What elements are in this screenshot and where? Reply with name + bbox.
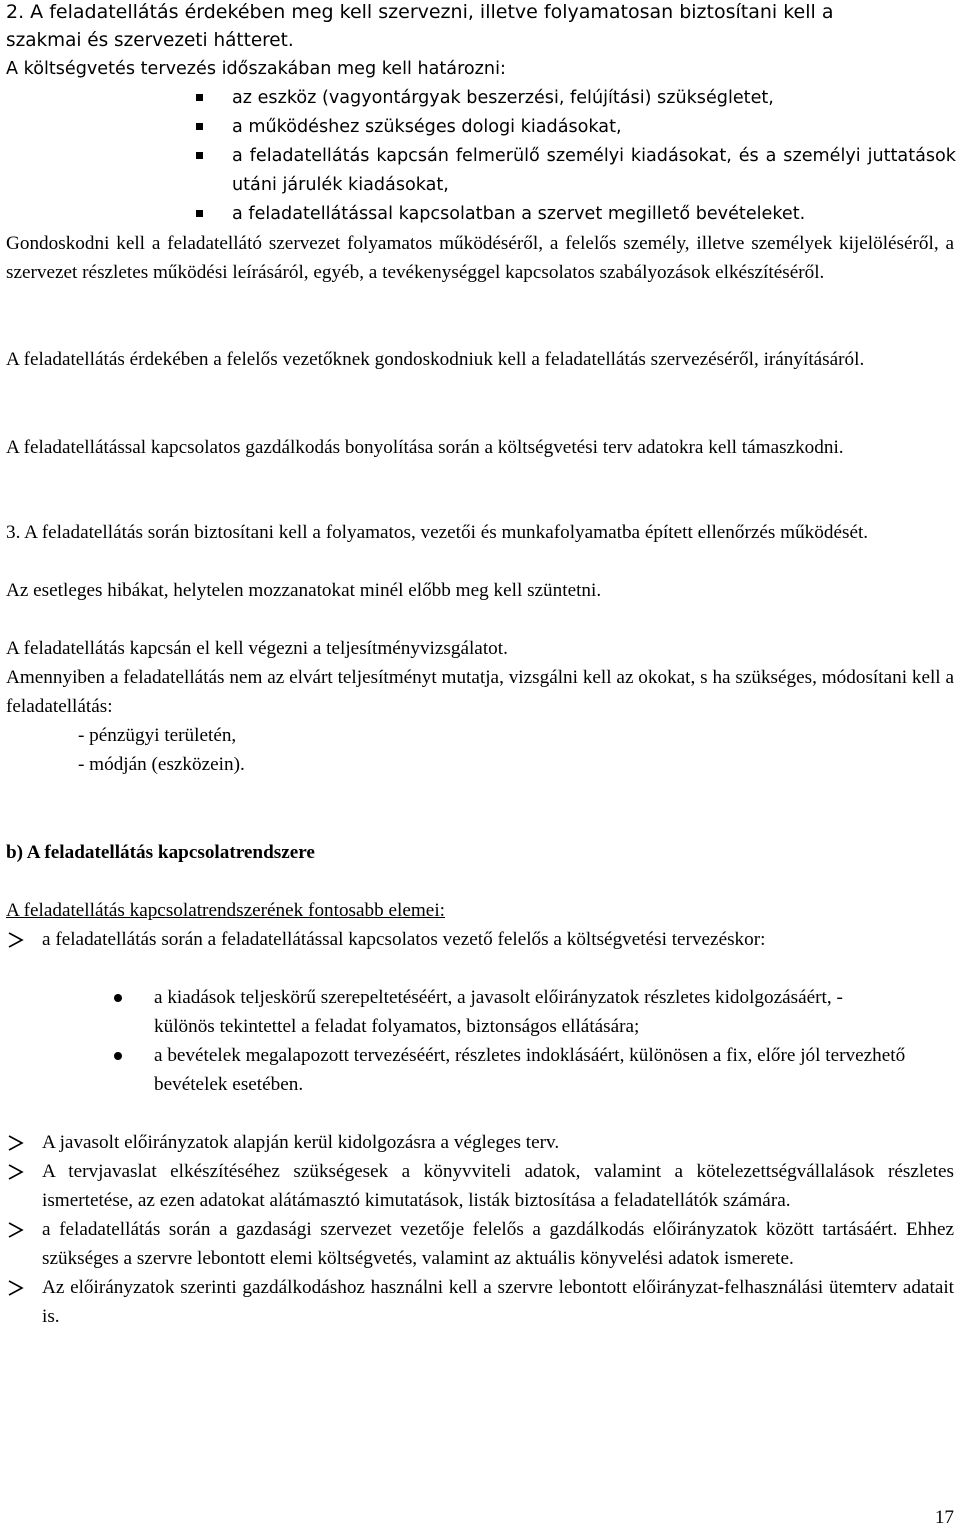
sublist-item-text: a kiadások teljeskörű szerepeltetéséért, a javasolt előirányzatok részletes kidolgozásáért, - különös tekintettel a feladat folyamatos, biztonságos ellátására; xyxy=(154,987,843,1037)
list-item xyxy=(6,1273,954,1331)
section3-paragraph-1: 3. A feladatellátás során biztosítani kell a folyamatos, vezetői és munkafolyamatba épített ellenőrzés működését. xyxy=(6,522,869,543)
arrowhead-bullet-icon xyxy=(6,1220,26,1240)
list-item xyxy=(196,200,956,229)
section2-line2: szakmai és szervezeti hátteret. xyxy=(6,30,294,51)
round-bullet-icon xyxy=(114,994,122,1002)
arrowhead-bullet-icon xyxy=(6,1162,26,1182)
list-item-text: A javasolt előirányzatok alapján kerül kidolgozásra a végleges terv. xyxy=(42,1132,560,1153)
list-item-text: a működéshez szükséges dologi kiadásokat, xyxy=(232,117,622,137)
list-item xyxy=(196,142,956,200)
square-bullet-icon xyxy=(196,152,203,159)
square-bullet-icon xyxy=(196,210,203,217)
list-item-text: a feladatellátás során a gazdasági szervezet vezetője felelős a gazdálkodás előirányzatok között tartásáért. Ehhez szükséges a szervre lebontott elemi költségvetés, valamint az aktuális könyvelési adatok ismerete. xyxy=(42,1219,954,1269)
section3-paragraph-3: A feladatellátás kapcsán el kell végezni a teljesítményvizsgálatot. xyxy=(6,638,508,659)
list-item-text: A tervjavaslat elkészítéséhez szükségesek a könyvviteli adatok, valamint a kötelezettségvállalások részletes ismertetése, az ezen adatokat alátámasztó kimutatások, listák biztosítása a feladatellátók számára. xyxy=(42,1161,954,1211)
section-b-subheading xyxy=(6,896,954,925)
dash-item-financial: - pénzügyi területén, xyxy=(78,725,237,746)
responsibility-sublist xyxy=(110,983,910,1099)
round-bullet-icon xyxy=(114,1052,122,1060)
requirements-list xyxy=(196,84,956,229)
square-bullet-icon xyxy=(196,94,203,101)
section2-paragraph-1: Gondoskodni kell a feladatellátó szervezet folyamatos működéséről, a felelős személy, illetve személyek kijelöléséről, a szervezet részletes működési leírásáról, egyéb, a tevékenységgel kapcsolatos szabályozások elkészítéséről. xyxy=(6,233,954,283)
sublist-item xyxy=(110,983,889,1041)
section-b-subheading-text: A feladatellátás kapcsolatrendszerének fontosabb elemei: xyxy=(6,900,445,921)
section2-first-line xyxy=(6,0,954,27)
section2-paragraph-3: A feladatellátással kapcsolatos gazdálkodás bonyolítása során a költségvetési terv adatokra kell támaszkodni. xyxy=(6,437,844,458)
list-item xyxy=(6,1157,954,1215)
list-item xyxy=(6,1128,954,1157)
arrowhead-bullet-icon xyxy=(6,930,26,950)
sublist-item xyxy=(110,1041,910,1099)
section2-second-line xyxy=(6,26,954,55)
arrowhead-bullet-icon xyxy=(6,1278,26,1298)
section3-paragraph-2: Az esetleges hibákat, helytelen mozzanatokat minél előbb meg kell szüntetni. xyxy=(6,580,602,601)
list-item xyxy=(6,1215,954,1273)
section2-intro-text: A költségvetés tervezés időszakában meg kell határozni: xyxy=(6,59,506,79)
relations-list-continued xyxy=(6,1128,954,1331)
list-item-text: a feladatellátással kapcsolatban a szervet megillető bevételeket. xyxy=(232,204,806,224)
page-number: 17 xyxy=(934,1507,954,1528)
section2-intro xyxy=(6,55,954,84)
square-bullet-icon xyxy=(196,123,203,130)
list-item-text: az eszköz (vagyontárgyak beszerzési, felújítási) szükségletet, xyxy=(232,88,774,108)
list-item xyxy=(6,925,954,954)
section2-paragraph-2: A feladatellátás érdekében a felelős vezetőknek gondoskodniuk kell a feladatellátás szervezéséről, irányításáról. xyxy=(6,349,865,370)
section3-paragraph-4: Amennyiben a feladatellátás nem az elvárt teljesítményt mutatja, vizsgálni kell az okokat, s ha szükséges, módosítani kell a feladatellátás: xyxy=(6,667,954,717)
list-item-text: a feladatellátás során a feladatellátással kapcsolatos vezető felelős a költségvetési tervezéskor: xyxy=(42,929,766,950)
relations-list xyxy=(6,925,954,954)
sublist-item-text: a bevételek megalapozott tervezéséért, részletes indoklásáért, különösen a fix, előre jól tervezhető bevételek esetében. xyxy=(154,1045,906,1095)
list-item xyxy=(196,84,956,113)
arrowhead-bullet-icon xyxy=(6,1133,26,1153)
section2-line1: 2. A feladatellátás érdekében meg kell szervezni, illetve folyamatosan biztosítani kell a xyxy=(6,1,834,23)
list-item xyxy=(196,113,956,142)
dash-item-method: - módján (eszközein). xyxy=(78,754,245,775)
list-item-text: a feladatellátás kapcsán felmerülő személyi kiadásokat, és a személyi juttatások utáni járulék kiadásokat, xyxy=(232,146,956,195)
list-item-text: Az előirányzatok szerinti gazdálkodáshoz használni kell a szervre lebontott előirányzat-felhasználási ütemterv adatait is. xyxy=(42,1277,954,1327)
section-b-heading: b) A feladatellátás kapcsolatrendszere xyxy=(6,842,315,863)
